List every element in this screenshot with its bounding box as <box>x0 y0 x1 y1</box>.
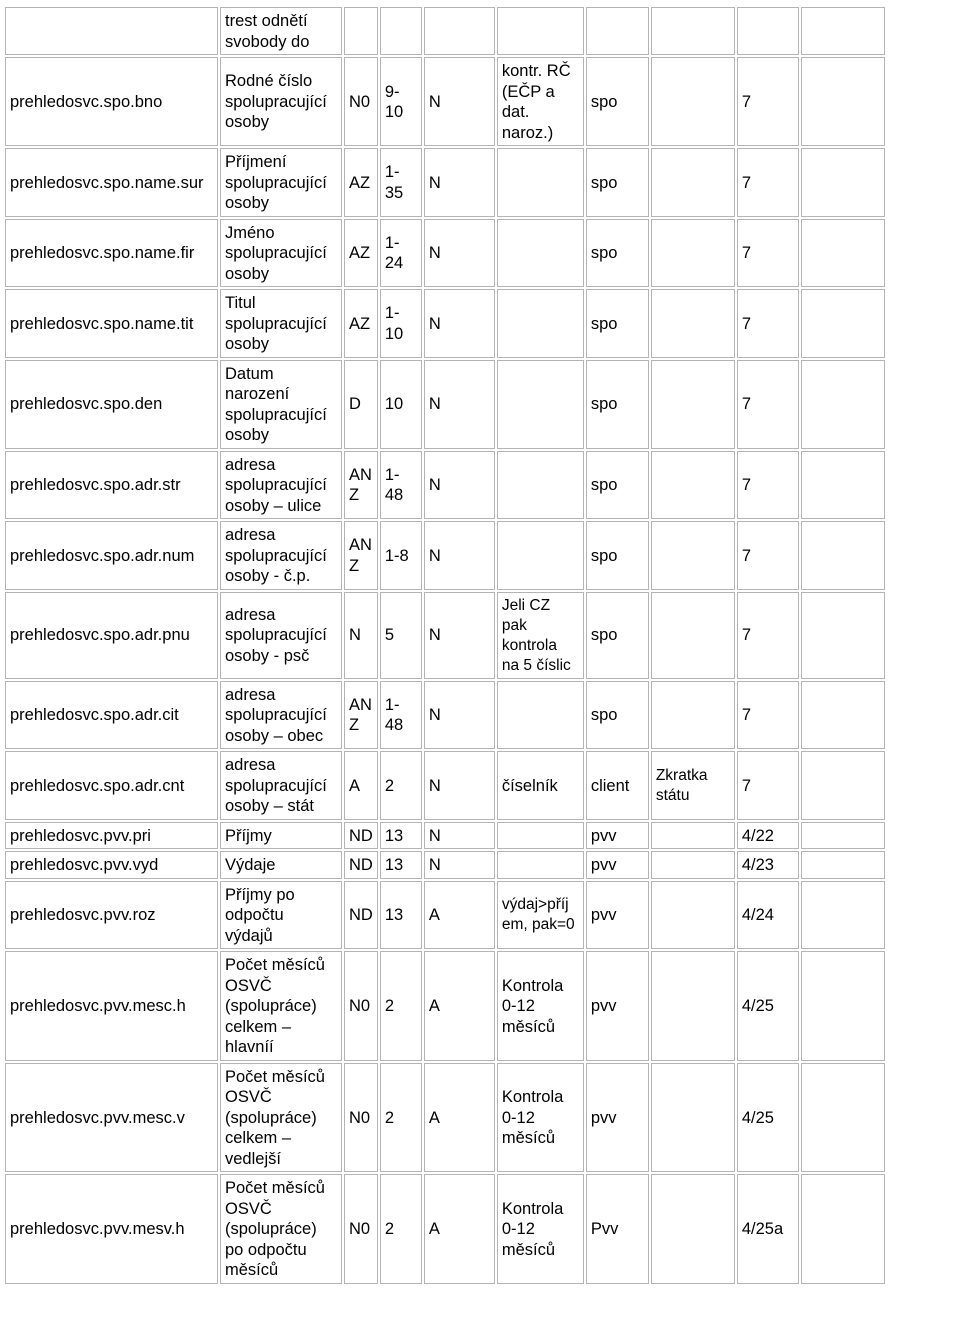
required-cell: N <box>424 148 495 217</box>
validation-cell <box>497 7 584 55</box>
length-cell: 13 <box>380 822 422 850</box>
extra-cell <box>801 1174 885 1284</box>
table-row <box>5 57 885 146</box>
type-cell: D <box>344 360 378 449</box>
description-cell: Počet měsíců OSVČ (spolupráce) po odpočtu měsíců <box>220 1174 342 1284</box>
table-row <box>5 219 885 288</box>
reference-cell: 7 <box>737 751 799 820</box>
description-cell: Počet měsíců OSVČ (spolupráce) celkem – vedlejší <box>220 1063 342 1173</box>
field-id-cell: prehledosvc.spo.adr.cit <box>5 681 218 750</box>
extra-cell <box>801 592 885 679</box>
validation-cell: Kontrola 0-12 měsíců <box>497 951 584 1061</box>
length-cell: 1-10 <box>380 289 422 358</box>
length-cell: 2 <box>380 951 422 1061</box>
extra-cell <box>801 822 885 850</box>
length-cell: 5 <box>380 592 422 679</box>
description-cell: adresa spolupracující osoby - č.p. <box>220 521 342 590</box>
section-cell: pvv <box>586 1063 649 1173</box>
description-cell: Datum narození spolupracující osoby <box>220 360 342 449</box>
field-id-cell: prehledosvc.pvv.mesv.h <box>5 1174 218 1284</box>
required-cell: N <box>424 360 495 449</box>
description-cell: Počet měsíců OSVČ (spolupráce) celkem – hlavníí <box>220 951 342 1061</box>
extra-cell <box>801 219 885 288</box>
length-cell: 1-48 <box>380 451 422 520</box>
reference-cell: 4/25a <box>737 1174 799 1284</box>
table-row <box>5 1063 885 1173</box>
validation-cell <box>497 822 584 850</box>
table-row <box>5 592 885 679</box>
length-cell <box>380 7 422 55</box>
validation-cell <box>497 148 584 217</box>
note-cell <box>651 881 735 950</box>
length-cell: 1-48 <box>380 681 422 750</box>
note-cell <box>651 148 735 217</box>
note-cell <box>651 360 735 449</box>
length-cell: 13 <box>380 851 422 879</box>
required-cell: N <box>424 219 495 288</box>
field-id-cell: prehledosvc.pvv.mesc.h <box>5 951 218 1061</box>
table-row <box>5 851 885 879</box>
length-cell: 1-35 <box>380 148 422 217</box>
section-cell: spo <box>586 592 649 679</box>
field-id-cell: prehledosvc.spo.adr.cnt <box>5 751 218 820</box>
extra-cell <box>801 751 885 820</box>
extra-cell <box>801 681 885 750</box>
description-cell: adresa spolupracující osoby – obec <box>220 681 342 750</box>
reference-cell: 7 <box>737 219 799 288</box>
length-cell: 9-10 <box>380 57 422 146</box>
length-cell: 1-8 <box>380 521 422 590</box>
validation-cell: číselník <box>497 751 584 820</box>
type-cell: AN Z <box>344 451 378 520</box>
type-cell: ND <box>344 822 378 850</box>
reference-cell: 7 <box>737 681 799 750</box>
description-cell: Jméno spolupracující osoby <box>220 219 342 288</box>
description-cell: Příjmy po odpočtu výdajů <box>220 881 342 950</box>
description-cell: Výdaje <box>220 851 342 879</box>
extra-cell <box>801 289 885 358</box>
type-cell: N0 <box>344 1174 378 1284</box>
required-cell: N <box>424 851 495 879</box>
reference-cell: 4/22 <box>737 822 799 850</box>
table-row <box>5 289 885 358</box>
table-row <box>5 521 885 590</box>
type-cell: N <box>344 592 378 679</box>
length-cell: 13 <box>380 881 422 950</box>
extra-cell <box>801 881 885 950</box>
description-cell: adresa spolupracující osoby – stát <box>220 751 342 820</box>
extra-cell <box>801 148 885 217</box>
type-cell: ND <box>344 851 378 879</box>
table-body <box>5 7 885 1284</box>
reference-cell <box>737 7 799 55</box>
section-cell: spo <box>586 360 649 449</box>
note-cell <box>651 851 735 879</box>
description-cell: Titul spolupracující osoby <box>220 289 342 358</box>
section-cell: spo <box>586 521 649 590</box>
description-cell: Rodné číslo spolupracující osoby <box>220 57 342 146</box>
reference-cell: 4/23 <box>737 851 799 879</box>
length-cell: 1-24 <box>380 219 422 288</box>
note-cell <box>651 289 735 358</box>
note-cell <box>651 521 735 590</box>
required-cell: A <box>424 1063 495 1173</box>
type-cell: AZ <box>344 148 378 217</box>
extra-cell <box>801 57 885 146</box>
description-cell: adresa spolupracující osoby – ulice <box>220 451 342 520</box>
reference-cell: 7 <box>737 148 799 217</box>
type-cell <box>344 7 378 55</box>
field-id-cell <box>5 7 218 55</box>
section-cell: spo <box>586 289 649 358</box>
validation-cell: výdaj>příj em, pak=0 <box>497 881 584 950</box>
reference-cell: 7 <box>737 521 799 590</box>
validation-cell: kontr. RČ (EČP a dat. naroz.) <box>497 57 584 146</box>
validation-cell <box>497 521 584 590</box>
validation-cell <box>497 360 584 449</box>
note-cell: Zkratka státu <box>651 751 735 820</box>
field-id-cell: prehledosvc.spo.name.tit <box>5 289 218 358</box>
reference-cell: 4/24 <box>737 881 799 950</box>
section-cell: spo <box>586 451 649 520</box>
section-cell: pvv <box>586 851 649 879</box>
section-cell: pvv <box>586 822 649 850</box>
description-cell: adresa spolupracující osoby - psč <box>220 592 342 679</box>
note-cell <box>651 951 735 1061</box>
note-cell <box>651 1174 735 1284</box>
type-cell: N0 <box>344 57 378 146</box>
type-cell: AN Z <box>344 681 378 750</box>
required-cell: N <box>424 289 495 358</box>
description-cell: trest odnětí svobody do <box>220 7 342 55</box>
note-cell <box>651 592 735 679</box>
table-row <box>5 148 885 217</box>
field-id-cell: prehledosvc.pvv.vyd <box>5 851 218 879</box>
section-cell: client <box>586 751 649 820</box>
extra-cell <box>801 521 885 590</box>
required-cell: A <box>424 1174 495 1284</box>
table-row <box>5 881 885 950</box>
required-cell: N <box>424 751 495 820</box>
table-row <box>5 822 885 850</box>
field-definition-table <box>3 5 887 1286</box>
type-cell: AZ <box>344 219 378 288</box>
table-row <box>5 751 885 820</box>
note-cell <box>651 7 735 55</box>
section-cell: spo <box>586 148 649 217</box>
required-cell <box>424 7 495 55</box>
reference-cell: 7 <box>737 451 799 520</box>
reference-cell: 7 <box>737 289 799 358</box>
validation-cell <box>497 681 584 750</box>
required-cell: N <box>424 822 495 850</box>
field-id-cell: prehledosvc.pvv.mesc.v <box>5 1063 218 1173</box>
extra-cell <box>801 7 885 55</box>
note-cell <box>651 57 735 146</box>
field-id-cell: prehledosvc.spo.adr.str <box>5 451 218 520</box>
field-id-cell: prehledosvc.spo.adr.pnu <box>5 592 218 679</box>
reference-cell: 4/25 <box>737 951 799 1061</box>
type-cell: N0 <box>344 951 378 1061</box>
type-cell: AN Z <box>344 521 378 590</box>
field-id-cell: prehledosvc.pvv.pri <box>5 822 218 850</box>
type-cell: A <box>344 751 378 820</box>
field-id-cell: prehledosvc.spo.adr.num <box>5 521 218 590</box>
length-cell: 2 <box>380 1174 422 1284</box>
length-cell: 10 <box>380 360 422 449</box>
section-cell: spo <box>586 57 649 146</box>
validation-cell <box>497 851 584 879</box>
required-cell: A <box>424 951 495 1061</box>
field-id-cell: prehledosvc.spo.den <box>5 360 218 449</box>
note-cell <box>651 1063 735 1173</box>
reference-cell: 7 <box>737 57 799 146</box>
table-row <box>5 951 885 1061</box>
field-id-cell: prehledosvc.spo.name.fir <box>5 219 218 288</box>
description-cell: Příjmy <box>220 822 342 850</box>
required-cell: N <box>424 681 495 750</box>
reference-cell: 7 <box>737 360 799 449</box>
extra-cell <box>801 1063 885 1173</box>
section-cell: pvv <box>586 951 649 1061</box>
extra-cell <box>801 851 885 879</box>
validation-cell <box>497 289 584 358</box>
table-row <box>5 681 885 750</box>
section-cell: spo <box>586 219 649 288</box>
type-cell: AZ <box>344 289 378 358</box>
section-cell <box>586 7 649 55</box>
table-row <box>5 451 885 520</box>
extra-cell <box>801 360 885 449</box>
table-row <box>5 360 885 449</box>
validation-cell <box>497 219 584 288</box>
required-cell: N <box>424 521 495 590</box>
field-id-cell: prehledosvc.pvv.roz <box>5 881 218 950</box>
field-id-cell: prehledosvc.spo.name.sur <box>5 148 218 217</box>
note-cell <box>651 822 735 850</box>
extra-cell <box>801 451 885 520</box>
note-cell <box>651 451 735 520</box>
validation-cell: Kontrola 0-12 měsíců <box>497 1063 584 1173</box>
document-sheet <box>3 5 887 1286</box>
note-cell <box>651 219 735 288</box>
length-cell: 2 <box>380 751 422 820</box>
validation-cell: Jeli CZ pak kontrola na 5 číslic <box>497 592 584 679</box>
section-cell: pvv <box>586 881 649 950</box>
validation-cell: Kontrola 0-12 měsíců <box>497 1174 584 1284</box>
required-cell: N <box>424 592 495 679</box>
reference-cell: 7 <box>737 592 799 679</box>
table-row <box>5 7 885 55</box>
type-cell: N0 <box>344 1063 378 1173</box>
section-cell: Pvv <box>586 1174 649 1284</box>
extra-cell <box>801 951 885 1061</box>
note-cell <box>651 681 735 750</box>
length-cell: 2 <box>380 1063 422 1173</box>
required-cell: N <box>424 451 495 520</box>
type-cell: ND <box>344 881 378 950</box>
field-id-cell: prehledosvc.spo.bno <box>5 57 218 146</box>
table-row <box>5 1174 885 1284</box>
section-cell: spo <box>586 681 649 750</box>
reference-cell: 4/25 <box>737 1063 799 1173</box>
validation-cell <box>497 451 584 520</box>
required-cell: N <box>424 57 495 146</box>
description-cell: Příjmení spolupracující osoby <box>220 148 342 217</box>
required-cell: A <box>424 881 495 950</box>
